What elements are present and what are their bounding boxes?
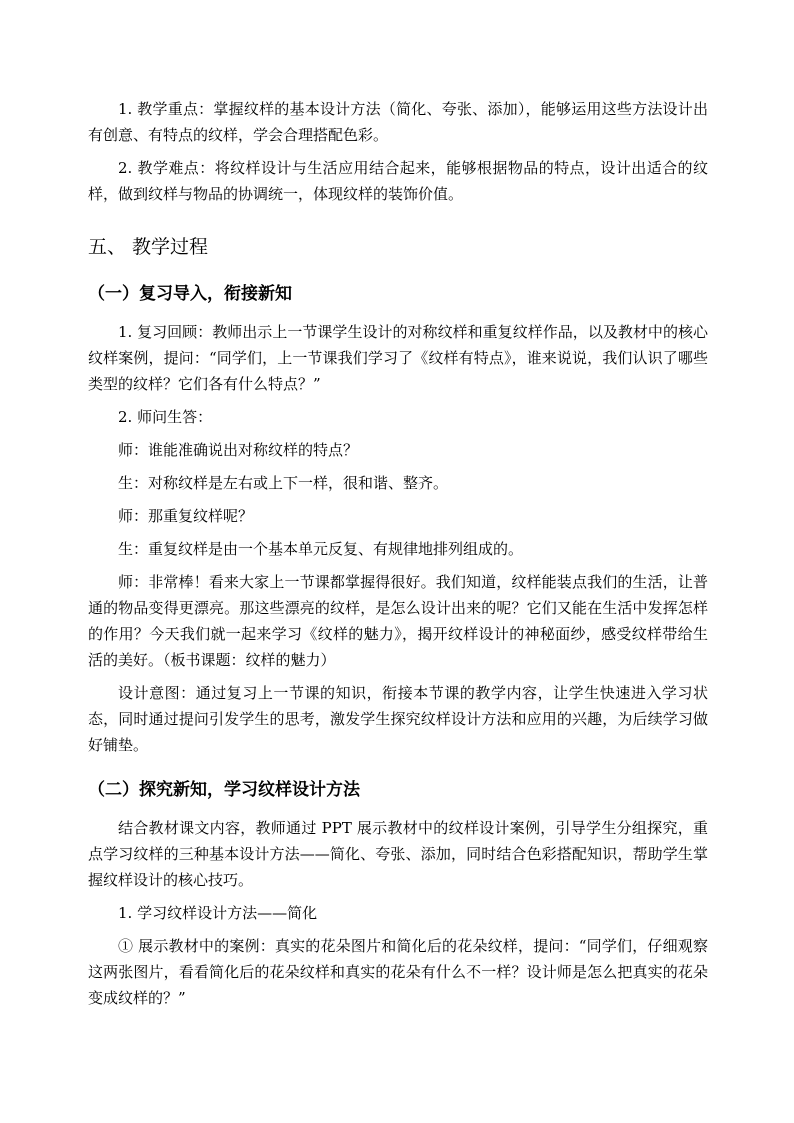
explore-paragraph: ① 展示教材中的案例：真实的花朵图片和简化后的花朵纹样，提问：“同学们，仔细观察这两张图片，看看简化后的花朵纹样和真实的花朵有什么不一样？设计师是怎么把真实的花朵变成纹样的？”: [88, 937, 708, 1007]
teacher-speech: 师：非常棒！看来大家上一节课都掌握得很好。我们知道，纹样能装点我们的生活，让普通的物品变得更漂亮。那这些漂亮的纹样，是怎么设计出来的呢？它们又能在生活中发挥怎样的作用？今天我们就一起来学习《纹样的魅力》，揭开纹样设计的神秘面纱，感受纹样带给生活的美好。（板书课题：纹样的魅力）: [88, 573, 708, 669]
subsection-title-review: （一）复习导入，衔接新知: [88, 284, 292, 304]
dialogue-line: 生：重复纹样是由一个基本单元反复、有规律地排列组成的。: [118, 540, 524, 558]
dialogue-line: 师：谁能准确说出对称纹样的特点？: [118, 441, 359, 459]
explore-paragraph: 1. 学习纹样设计方法——简化: [118, 904, 318, 922]
document-page: [88, 96, 708, 1018]
teaching-difficulty: 2. 教学难点：将纹样设计与生活应用结合起来，能够根据物品的特点，设计出适合的纹样，做到纹样与物品的协调统一，体现纹样的装饰价值。: [88, 159, 708, 203]
teaching-key-point: 1. 教学重点：掌握纹样的基本设计方法（简化、夸张、添加），能够运用这些方法设计出有创意、有特点的纹样，学会合理搭配色彩。: [88, 100, 708, 144]
design-intent: 设计意图：通过复习上一节课的知识，衔接本节课的教学内容，让学生快速进入学习状态，同时通过提问引发学生的思考，激发学生探究纹样设计方法和应用的兴趣，为后续学习做好铺垫。: [88, 684, 708, 754]
explore-paragraph: 结合教材课文内容，教师通过 PPT 展示教材中的纹样设计案例，引导学生分组探究，重点学习纹样的三种基本设计方法——简化、夸张、添加，同时结合色彩搭配知识，帮助学生掌握纹样设计的核心技巧。: [88, 819, 708, 889]
review-paragraph: 2. 师问生答：: [118, 408, 213, 426]
subsection-title-explore: （二）探究新知，学习纹样设计方法: [88, 780, 360, 800]
dialogue-line: 师：那重复纹样呢？: [118, 507, 254, 525]
section-title-teaching-process: 五、 教学过程: [88, 236, 209, 258]
review-paragraph: 1. 复习回顾：教师出示上一节课学生设计的对称纹样和重复纹样作品，以及教材中的核心纹样案例，提问：“同学们，上一节课我们学习了《纹样有特点》，谁来说说，我们认识了哪些类型的纹样？它们各有什么特点？”: [88, 323, 708, 393]
dialogue-line: 生：对称纹样是左右或上下一样，很和谐、整齐。: [118, 474, 449, 492]
